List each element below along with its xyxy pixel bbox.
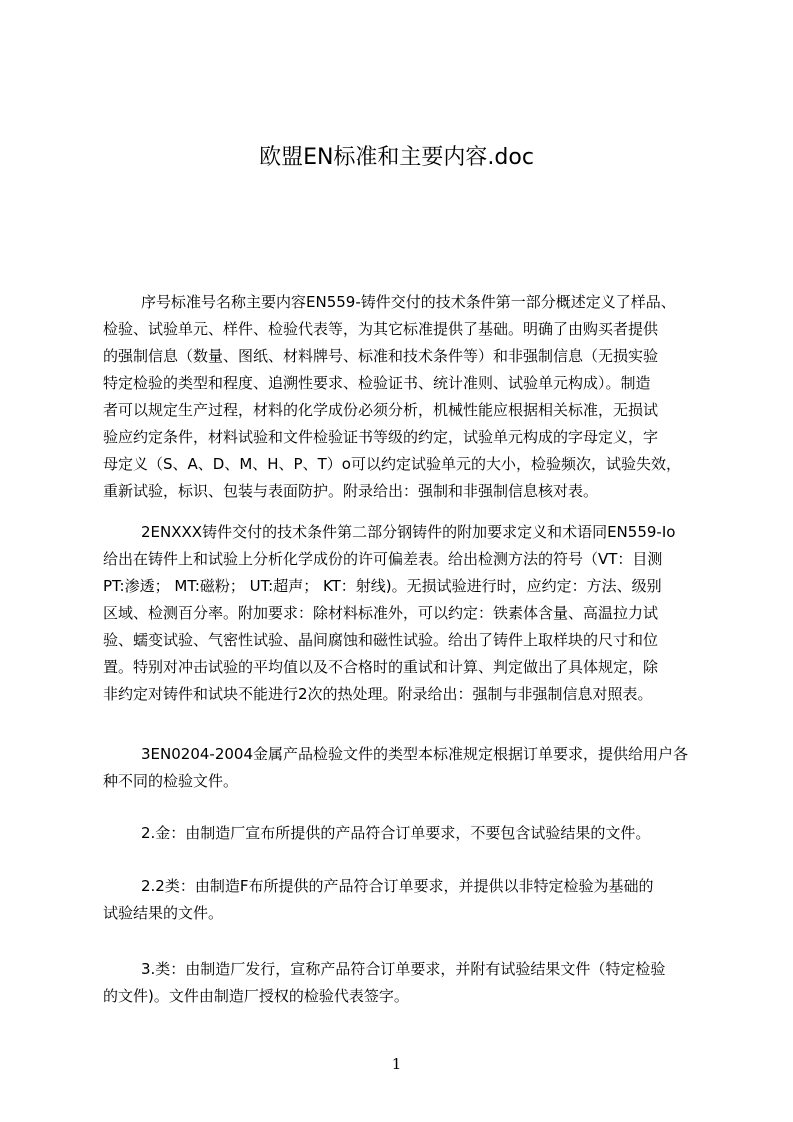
paragraph-type-3 — [103, 956, 703, 1010]
paragraph-type-2-2 — [103, 873, 703, 927]
paragraph-line: 验、蠕变试验、气密性试验、晶间腐蚀和磁性试验。给出了铸件上取样块的尺寸和位 — [103, 631, 659, 649]
paragraph-line: 给出在铸件上和试验上分析化学成份的许可偏差表。给出检测方法的符号（VT：目测 — [103, 550, 663, 568]
paragraph-en559 — [103, 289, 703, 505]
paragraph-line: 区域、检测百分率。附加要求：除材料标准外，可以约定：铁素体含量、高温拉力试 — [103, 604, 659, 622]
paragraph-line: 检验、试验单元、样件、检验代表等，为其它标准提供了基础。明确了由购买者提供 — [103, 320, 659, 338]
paragraph-line: 的强制信息（数量、图纸、材料牌号、标准和技术条件等）和非强制信息（无损实验 — [103, 347, 659, 365]
paragraph-line: 试验结果的文件。 — [103, 904, 224, 922]
paragraph-line: 种不同的检验文件。 — [103, 772, 239, 790]
page-number: 1 — [391, 1055, 402, 1073]
paragraph-line: 2ENXXX铸件交付的技术条件第二部分钢铸件的附加要求定义和术语同EN559-Io — [141, 523, 676, 541]
paragraph-line: 母定义（S、A、D、M、H、P、T）o可以约定试验单元的大小，检验频次，试验失效， — [103, 455, 681, 473]
paragraph-line: 置。特别对冲击试验的平均值以及不合格时的重试和计算、判定做出了具体规定，除 — [103, 658, 659, 676]
paragraph-line: PT:渗透； MT:磁粉； UT:超声； KT：射线)。无损试验进行时，应约定：方法、级别 — [103, 577, 662, 595]
document-title: 欧盟EN标准和主要内容.doc — [259, 145, 534, 170]
paragraph-enxxx — [103, 519, 703, 708]
paragraph-line: 3.类：由制造厂发行，宣称产品符合订单要求，并附有试验结果文件（特定检验 — [141, 960, 666, 978]
paragraph-line: 特定检验的类型和程度、追溯性要求、检验证书、统计准则、试验单元构成）。制造 — [103, 374, 651, 392]
paragraph-en0204 — [103, 741, 703, 795]
paragraph-line: 的文件)。文件由制造厂授权的检验代表签字。 — [103, 987, 409, 1005]
paragraph-line: 重新试验，标识、包装与表面防护。附录给出：强制和非强制信息核对表。 — [103, 482, 599, 500]
paragraph-line: 者可以规定生产过程，材料的化学成份必须分析，机械性能应根据相关标准，无损试 — [103, 401, 659, 419]
paragraph-line: 非约定对铸件和试块不能进行2次的热处理。附录给出：强制与非强制信息对照表。 — [103, 685, 653, 703]
paragraph-line: 序号标准号名称主要内容EN559-铸件交付的技术条件第一部分概述定义了样品、 — [141, 293, 676, 311]
paragraph-line: 2.金：由制造厂宣布所提供的产品符合订单要求，不要包含试验结果的文件。 — [141, 824, 651, 842]
paragraph-line: 验应约定条件，材料试验和文件检验证书等级的约定，试验单元构成的字母定义，字 — [103, 428, 659, 446]
paragraph-line: 2.2类：由制造F布所提供的产品符合订单要求，并提供以非特定检验为基础的 — [141, 877, 654, 895]
paragraph-type-2-1 — [103, 820, 703, 847]
paragraph-line: 3EN0204-2004金属产品检验文件的类型本标准规定根据订单要求，提供给用户各 — [141, 745, 689, 763]
